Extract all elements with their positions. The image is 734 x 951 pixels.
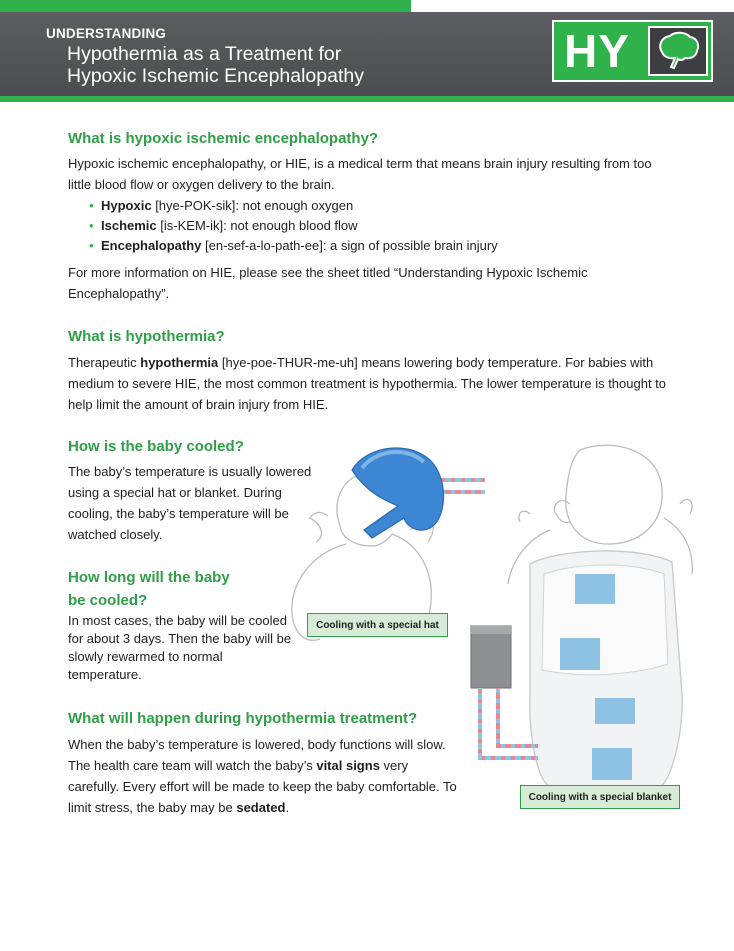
how-long-heading-line2: be cooled? — [68, 592, 148, 609]
term-hypothermia: hypothermia — [140, 355, 219, 370]
text-run: Therapeutic — [68, 355, 141, 370]
term-vital-signs: vital signs — [316, 758, 380, 773]
hypothermia-text — [68, 352, 680, 415]
hie-intro: Hypoxic ischemic encephalopathy, or HIE, is a medical term that means brain injury resulting from too little blood flow or oxygen delivery to the brain. — [68, 156, 652, 192]
page-title-line2: Hypoxic Ischemic Encephalopathy — [67, 65, 364, 87]
term-definition: [is-KEM-ik]: not enough blood flow — [156, 218, 358, 233]
text-run: [hye-poe-THUR-me-uh] means lowering body temperature. For babies with medium to severe HIE, the most common treatment is hypothermia. The lower temperature is thought to help limit the amount of brain injury from HIE. — [68, 355, 667, 412]
cooling-hat — [352, 448, 444, 538]
hypothermia-heading: What is hypothermia? — [68, 328, 225, 345]
brain-icon — [648, 26, 708, 76]
term-sedated: sedated — [236, 800, 286, 815]
top-accent-bar — [0, 0, 411, 12]
how-long-heading — [68, 566, 288, 612]
page-title-line1: Hypothermia as a Treatment for — [67, 43, 342, 65]
list-item: • Encephalopathy [en-sef-a-lo-path-ee]: a sign of possible brain injury — [89, 238, 498, 253]
header-accent-bar — [0, 96, 734, 102]
logo-text: HY — [564, 25, 630, 77]
caption-hat: Cooling with a special hat — [307, 613, 448, 637]
term-encephalopathy: Encephalopathy — [101, 238, 202, 253]
cooling-blanket — [530, 551, 682, 786]
page-title — [67, 43, 487, 87]
cooling-device — [471, 626, 538, 758]
text-run: . — [285, 800, 290, 815]
term-ischemic: Ischemic — [101, 218, 157, 233]
caption-blanket: Cooling with a special blanket — [520, 785, 680, 809]
during-heading: What will happen during hypothermia treatment? — [68, 710, 418, 727]
term-definition: [en-sef-a-lo-path-ee]: a sign of possible brain injury — [201, 238, 498, 253]
cooled-heading: How is the baby cooled? — [68, 438, 244, 455]
page-header — [0, 12, 734, 96]
text-run: very carefully. Every effort will be made to keep the baby comfortable. To limit stress, the baby may be — [68, 758, 457, 815]
list-item: • Ischemic [is-KEM-ik]: not enough blood flow — [89, 218, 358, 233]
cooled-text: The baby’s temperature is usually lowered using a special hat or blanket. During cooling, the baby’s temperature will be watched closely. — [68, 464, 312, 542]
hie-more-info: For more information on HIE, please see the sheet titled “Understanding Hypoxic Ischemic Encephalopathy”. — [68, 265, 588, 301]
hie-term-list — [89, 196, 498, 256]
header-kicker: UNDERSTANDING — [46, 26, 167, 41]
list-item: • Hypoxic [hye-POK-sik]: not enough oxygen — [89, 198, 354, 213]
term-definition: [hye-POK-sik]: not enough oxygen — [151, 198, 354, 213]
hie-heading: What is hypoxic ischemic encephalopathy? — [68, 130, 379, 147]
how-long-heading-line1: How long will the baby — [68, 569, 230, 586]
hy-logo — [552, 20, 713, 82]
how-long-text: In most cases, the baby will be cooled for about 3 days. Then the baby will be slowly rewarmed to normal temperature. — [68, 613, 292, 682]
term-hypoxic: Hypoxic — [101, 198, 152, 213]
text-run: When the baby’s temperature is lowered, body functions will slow. The health care team will watch the baby’s — [68, 737, 446, 773]
